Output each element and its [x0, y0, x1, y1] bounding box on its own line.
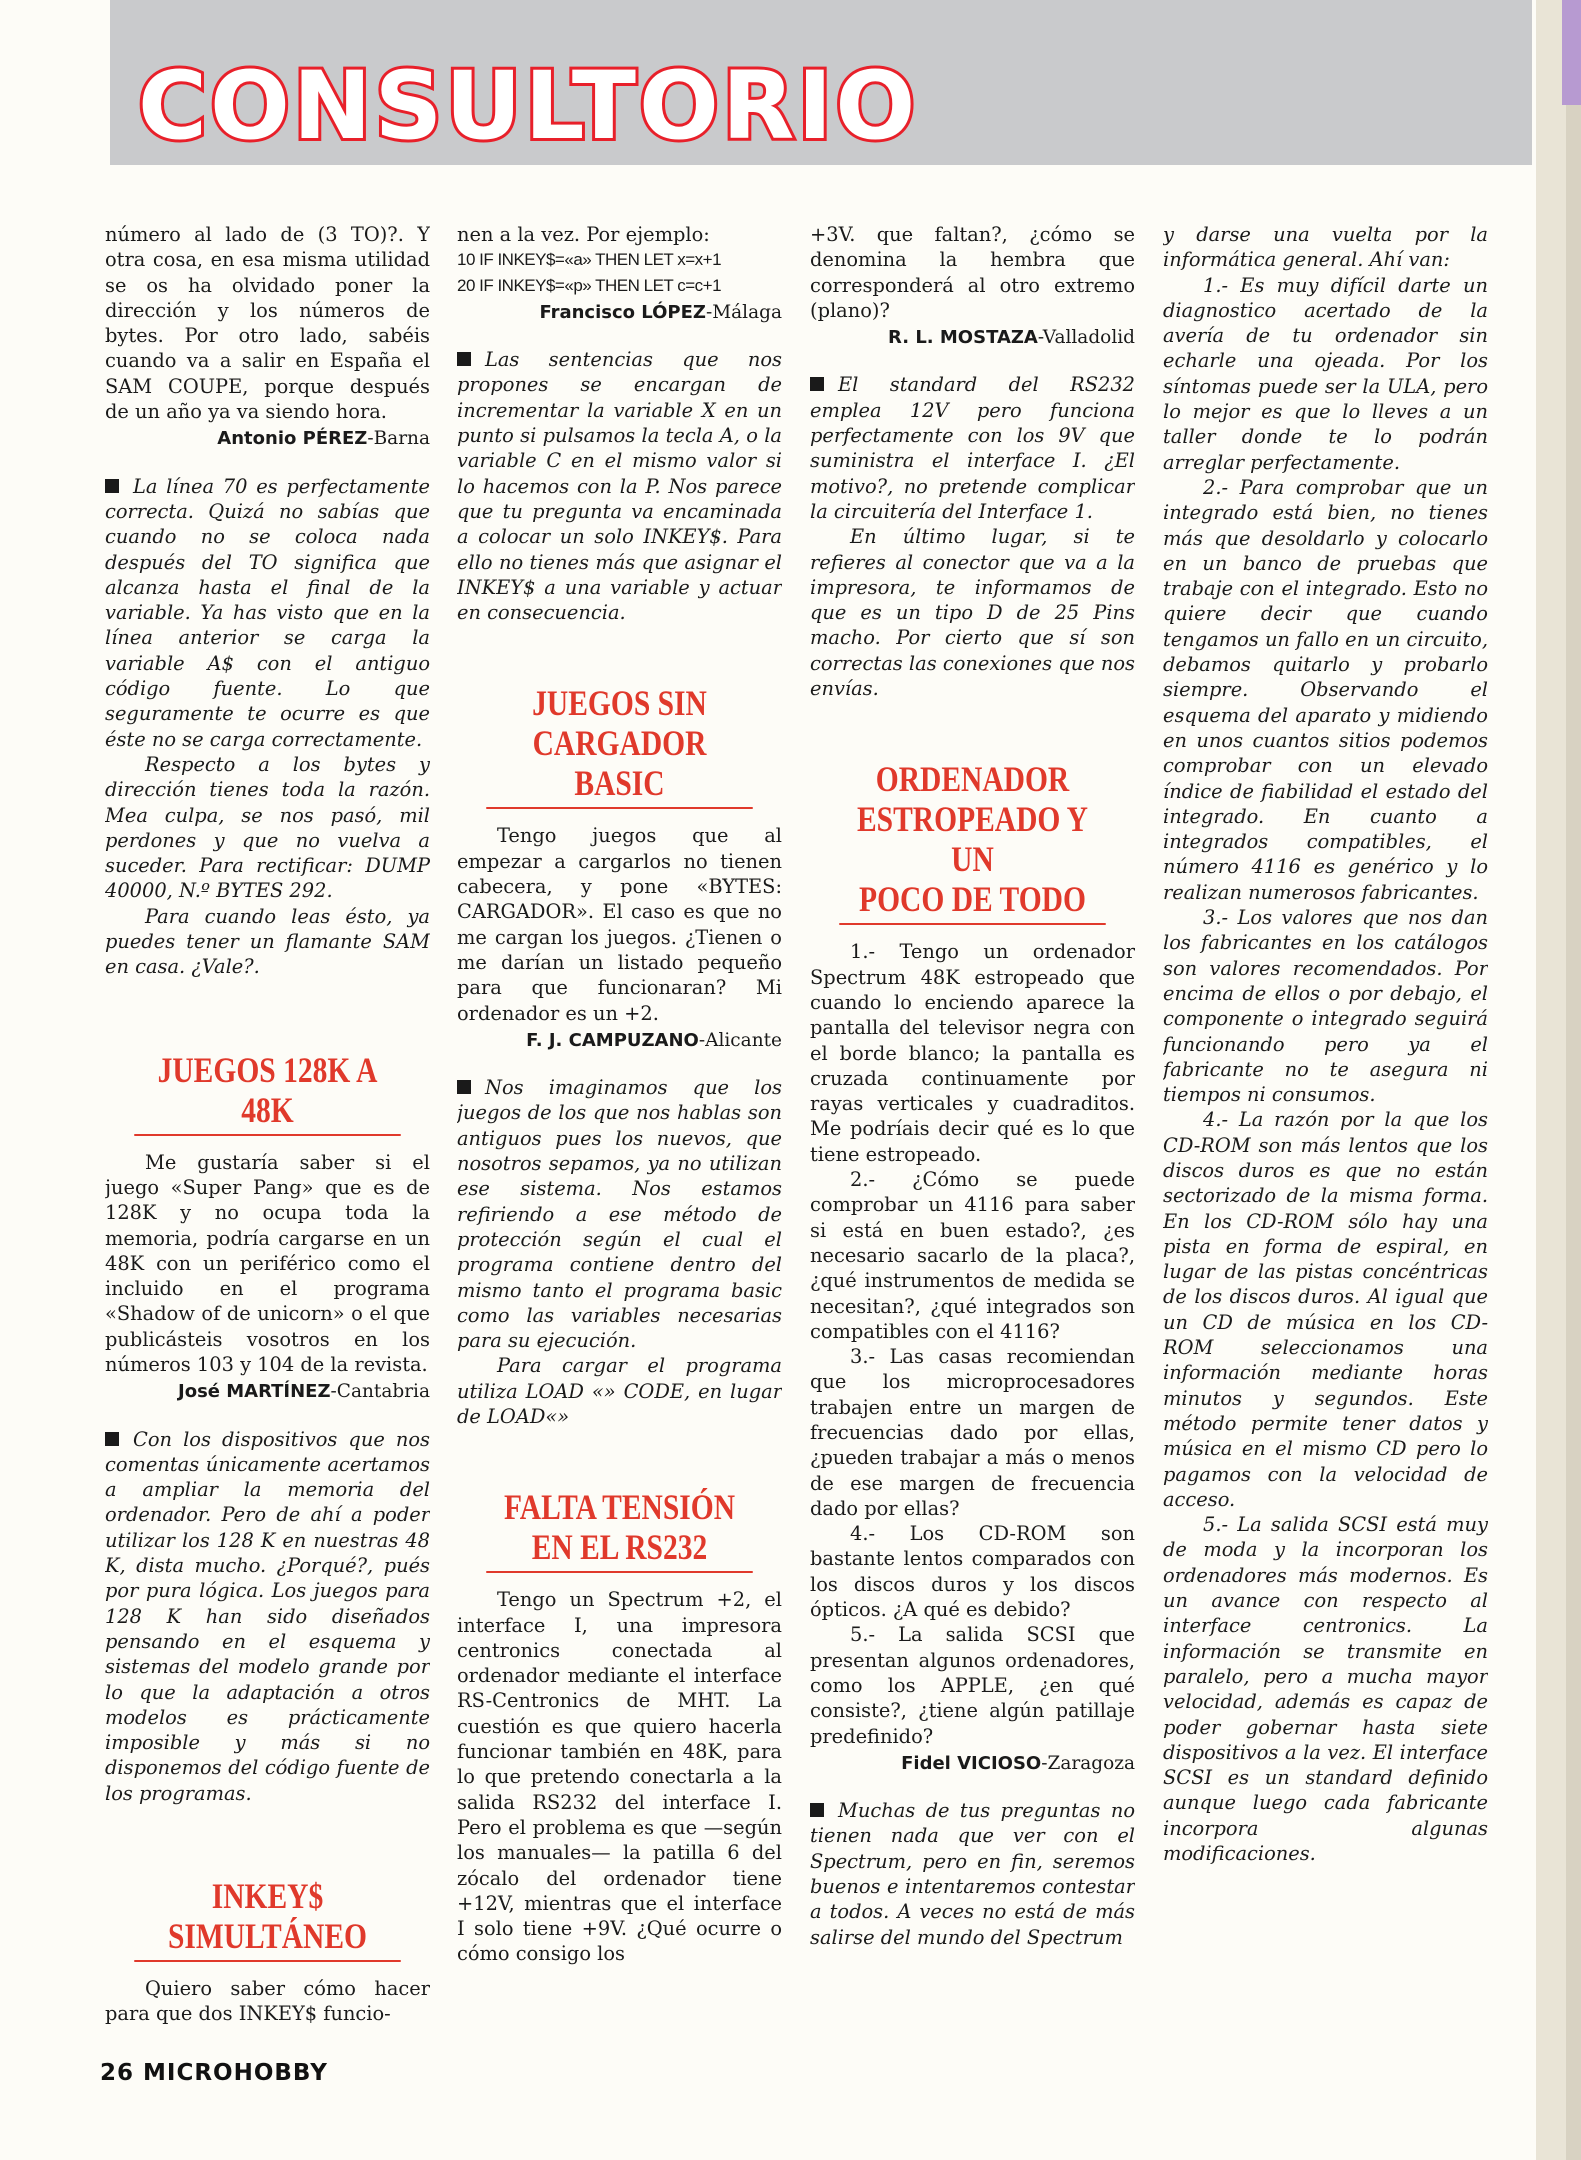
answer-text: 3.- Los valores que nos dan los fabricantes en los catálogos son valores recomendados. Por encima de ellos o por debajo, el componente o integrado seguirá funcionando pero ya el fabricante no te asegura ni tiempos ni consumos.: [1163, 906, 1488, 1107]
answer-text: Para cargar el programa utiliza LOAD «» CODE, en lugar de LOAD«»: [457, 1354, 782, 1428]
code-line: 20 IF INKEY$=«p» THEN LET c=c+1: [457, 275, 722, 295]
answer-text: Con los dispositivos que nos comentas únicamente acertamos a ampliar la memoria del ordenador. Pero de ahí a poder utilizar los 128 K en nuestras 48 K, dista mucho. ¿Porqué?, pués por pura lógica. Los juegos para 128 K han sido diseñados pensando en el esquema y sistemas del modelo grande por lo que la adaptación a otros modelos es prácticamente imposible y más si no disponemos del código fuente de los programas.: [105, 1427, 430, 1805]
signature: [457, 300, 782, 325]
section-heading: ORDENADOR ESTROPEADO Y UN POCO DE TODO: [839, 759, 1106, 925]
author-name: R. L. MOSTAZA: [888, 327, 1038, 349]
answer-bullet-icon: [457, 1080, 471, 1094]
page-edge: [1536, 0, 1581, 2160]
letter-text: Tengo un Spectrum +2, el interface I, una impresora centronics conectada al ordenador mediante el interface RS-Centronics de MHT. La cuestión es que quiero hacerla funcionar también en 48K, para lo que pretendo conectarla a la salida RS232 del interface I. Pero el problema es que —según los manuales— la patilla 6 del zócalo del ordenador tiene +12V, mientras que el interface I solo tiene +9V. ¿Qué ocurre o cómo consigo los: [457, 1588, 782, 1966]
column-4: [1163, 222, 1488, 2052]
signature: [810, 325, 1135, 350]
color-tab: [1562, 0, 1581, 105]
answer-bullet-icon: [810, 1803, 824, 1817]
letter-text: número al lado de (3 TO)?. Y otra cosa, en esa misma utilidad se os ha olvidado poner la dirección y los números de bytes. Por otro lado, sabéis cuando va a salir en España el SAM COUPE, porque después de un año ya va siendo hora.: [105, 223, 430, 424]
answer-text: Las sentencias que nos propones se encargan de incrementar la variable X en un punto si pulsamos la tecla A, o la variable C en el mismo valor si lo hacemos con la P. Nos parece que tu pregunta va encaminada a colocar un solo INKEY$. Para ello no tienes más que asignar el INKEY$ a una variable y actuar en consecuencia.: [457, 348, 782, 625]
answer-bullet-icon: [457, 352, 471, 366]
page-footer: 26 MICROHOBBY: [100, 2060, 328, 2086]
author-name: José MARTÍNEZ: [178, 1381, 331, 1403]
answer-text: Muchas de tus preguntas no tienen nada que ver con el Spectrum, pero en fin, seremos buenos e intentaremos contestar a todos. A veces no está de más salirse del mundo del Spectrum: [810, 1799, 1135, 1949]
author-place: -Málaga: [705, 301, 782, 323]
author-name: F. J. CAMPUZANO: [526, 1029, 699, 1051]
letter-text: 2.- ¿Cómo se puede comprobar un 4116 para saber si está en buen estado?, ¿es necesario sacarlo de la placa?, ¿qué instrumentos de medida se necesitan?, ¿qué integrados son compatibles con el 4116?: [810, 1168, 1135, 1343]
answer-bullet-icon: [810, 377, 824, 391]
letter-text: 4.- Los CD-ROM son bastante lentos comparados con los discos duros y los discos ópticos. ¿A qué es debido?: [810, 1522, 1135, 1622]
answer-text: La línea 70 es perfectamente correcta. Quizá no sabías que cuando no se coloca nada después del TO significa que alcanza hasta el final de la variable. Ya has visto que en la línea anterior se carga la variable A$ con el antiguo código fuente. Lo que seguramente te ocurre es que éste no se carga correctamente.: [105, 474, 430, 751]
letter-text: +3V. que faltan?, ¿cómo se denomina la hembra que corresponderá al otro extremo (plano)?: [810, 223, 1135, 322]
author-place: -Zaragoza: [1041, 1752, 1135, 1774]
signature: [810, 1751, 1135, 1776]
answer-text: 5.- La salida SCSI está muy de moda y la incorporan los ordenadores más modernos. Es un avance con respecto al interface centronics. La información se transmite en paralelo, pero a mucha mayor velocidad, además es capaz de poder gobernar hasta siete dispositivos a la vez. El interface SCSI es un standard definido aunque luego cada fabricante incorpora algunas modificaciones.: [1163, 1513, 1488, 1865]
column-3: [810, 222, 1135, 2052]
answer-text: 4.- La razón por la que los CD-ROM son más lentos que los discos duros es que no están sectorizado de la misma forma. En los CD-ROM sólo hay una pista en forma de espiral, en lugar de las pistas concéntricas de los discos duros. Al igual que un CD de música en los CD-ROM seleccionamos una información mediante horas minutos y segundos. Este método permite tener datos y música en el mismo CD pero lo pagamos con la velocidad de acceso.: [1163, 1108, 1488, 1511]
author-name: Antonio PÉREZ: [217, 428, 368, 450]
answer-bullet-icon: [105, 479, 119, 493]
letter-text: nen a la vez. Por ejemplo:: [457, 223, 710, 246]
author-place: -Alicante: [698, 1029, 782, 1051]
section-heading: FALTA TENSIÓN EN EL RS232: [486, 1487, 753, 1573]
answer-text: 1.- Es muy difícil darte un diagnostico acertado de la avería de tu ordenador sin echarle una ojeada. Por los síntomas puede ser la ULA, pero lo mejor es que lo lleves a un taller donde te lo podrán arreglar perfectamente.: [1163, 273, 1488, 474]
author-place: -Valladolid: [1037, 327, 1135, 349]
signature: [457, 1028, 782, 1053]
column-1: [105, 222, 430, 2052]
answer-text: y darse una vuelta por la informática general. Ahí van:: [1163, 223, 1488, 272]
answer-text: 2.- Para comprobar que un integrado está bien, no tienes más que desoldarlo y colocarlo en un banco de pruebas que trabaje con el integrado. Esto no quiere decir que cuando tengamos un fallo en un circuito, debamos quitarlo y probarlo siempre. Observando el esquema del aparato y midiendo en unos cuantos sitios podemos comprobar con un elevado índice de fiabilidad el estado del integrado. En cuanto a integrados compatibles, el número 4116 es genérico y lo realizan numerosos fabricantes.: [1163, 475, 1488, 904]
letter-text: Tengo juegos que al empezar a cargarlos no tienen cabecera, y pone «BYTES: CARGADOR». El caso es que no me cargan los juegos. ¿Tienen o me darían un listado pequeño para que funcionaran? Mi ordenador es un +2.: [457, 824, 782, 1025]
signature: [105, 426, 430, 451]
author-place: -Cantabria: [330, 1381, 430, 1403]
letter-text: 5.- La salida SCSI que presentan algunos ordenadores, como los APPLE, ¿en qué consiste?, ¿tiene algún patillaje predefinido?: [810, 1623, 1135, 1748]
letter-text: 1.- Tengo un ordenador Spectrum 48K estropeado que cuando lo enciendo aparece la pantalla del televisor negra con el borde blanco; la pantalla es cruzada continuamente por rayas verticales y cuadraditos. Me podríais decir qué es lo que tiene estropeado.: [810, 940, 1135, 1166]
section-heading: INKEY$ SIMULTÁNEO: [134, 1876, 401, 1962]
answer-text: El standard del RS232 emplea 12V pero funciona perfectamente con los 9V que suministra el interface I. ¿El motivo?, no pretende complicar la circuitería del Interface 1.: [810, 373, 1135, 523]
signature: [105, 1379, 430, 1404]
answer-text: Para cuando leas ésto, ya puedes tener un flamante SAM en casa. ¿Vale?.: [105, 904, 430, 979]
section-title: CONSULTORIO: [138, 52, 919, 161]
section-heading: JUEGOS SIN CARGADOR BASIC: [486, 683, 753, 809]
author-name: Francisco LÓPEZ: [539, 301, 706, 323]
letter-text: 3.- Las casas recomiendan que los microprocesadores trabajen entre un margen de frecuencias dado por ellas, ¿pueden trabajar a más o menos de ese margen de frecuencia dado por ellas?: [810, 1345, 1135, 1520]
letter-text: Me gustaría saber si el juego «Super Pang» que es de 128K y no ocupa toda la memoria, podría cargarse en un 48K con un periférico como el incluido en el programa «Shadow of de unicorn» o el que publicásteis vosotros en los números 103 y 104 de la revista.: [105, 1150, 430, 1376]
answer-bullet-icon: [105, 1432, 119, 1446]
author-place: -Barna: [367, 428, 430, 450]
author-name: Fidel VICIOSO: [901, 1752, 1042, 1774]
column-2: [457, 222, 782, 2052]
answer-text: En último lugar, si te refieres al conector que va a la impresora, te informamos de que es un tipo D de 25 Pins macho. Por cierto que sí son correctas las conexiones que nos envías.: [810, 525, 1135, 701]
answer-text: Nos imaginamos que los juegos de los que nos hablas son antiguos pues los nuevos, que nosotros sepamos, ya no utilizan ese sistema. Nos estamos refiriendo a ese método de protección según el cual el programa contiene dentro del mismo tanto el programa basic como las variables necesarias para su ejecución.: [457, 1076, 782, 1353]
section-heading: JUEGOS 128K A 48K: [134, 1050, 401, 1136]
answer-text: Respecto a los bytes y dirección tienes toda la razón. Mea culpa, se nos pasó, mil perdones y que no vuelva a suceder. Para rectificar: DUMP 40000, N.º BYTES 292.: [105, 752, 430, 903]
code-line: 10 IF INKEY$=«a» THEN LET x=x+1: [457, 250, 722, 270]
letter-text: Quiero saber cómo hacer para que dos INKEY$ funcio-: [105, 1977, 430, 2026]
